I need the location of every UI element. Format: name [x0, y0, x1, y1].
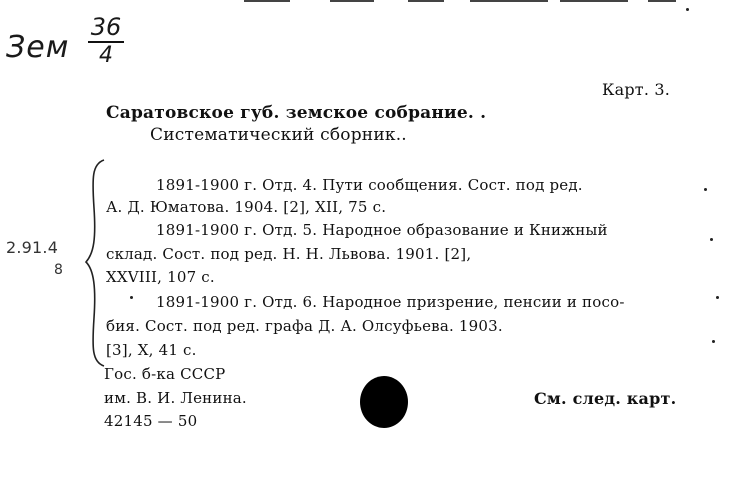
entry-line: [3], X, 41 с. [106, 341, 197, 359]
library-stamp-line: им. В. И. Ленина. [104, 389, 247, 407]
top-edge-mark [408, 0, 444, 2]
card-subtitle: Систематический сборник.. [150, 125, 407, 145]
entry-line: 1891-1900 г. Отд. 4. Пути сообщения. Сост. под ред. [156, 176, 583, 194]
margin-note-number: 8 [54, 262, 64, 278]
top-edge-mark [330, 0, 374, 2]
see-next-card: См. след. карт. [534, 389, 677, 408]
entry-line: А. Д. Юматова. 1904. [2], XII, 75 с. [106, 198, 387, 216]
speck [710, 238, 713, 241]
speck [704, 188, 707, 191]
ink-blot [360, 376, 408, 428]
card-title: Саратовское губ. земское собрание. . [106, 103, 487, 123]
speck [716, 296, 719, 299]
call-number-fraction [84, 14, 128, 68]
speck [686, 8, 689, 11]
margin-note: 2.91.4 [6, 238, 59, 257]
top-edge-mark [470, 0, 548, 2]
top-edge-mark [560, 0, 628, 2]
call-number-denominator: 4 [99, 43, 113, 68]
top-edge-mark [648, 0, 676, 2]
entry-line: XXVIII, 107 с. [106, 268, 215, 286]
call-number-numerator: 36 [90, 13, 122, 41]
library-stamp-line: 42145 — 50 [104, 412, 198, 430]
speck [130, 296, 133, 299]
call-number-main: Зем [6, 30, 70, 65]
library-stamp-line: Гос. б-ка СССР [104, 365, 226, 383]
entry-line: склад. Сост. под ред. Н. Н. Львова. 1901. [2], [106, 245, 472, 263]
card-label: Карт. 3. [602, 80, 671, 99]
top-edge-mark [244, 0, 290, 2]
speck [712, 340, 715, 343]
entry-line: бия. Сост. под ред. графа Д. А. Олсуфьева. 1903. [106, 317, 503, 335]
curly-bracket [84, 158, 106, 368]
entry-line: 1891-1900 г. Отд. 5. Народное образование и Книжный [156, 221, 608, 239]
entry-line: 1891-1900 г. Отд. 6. Народное призрение, пенсии и посо- [156, 293, 625, 311]
